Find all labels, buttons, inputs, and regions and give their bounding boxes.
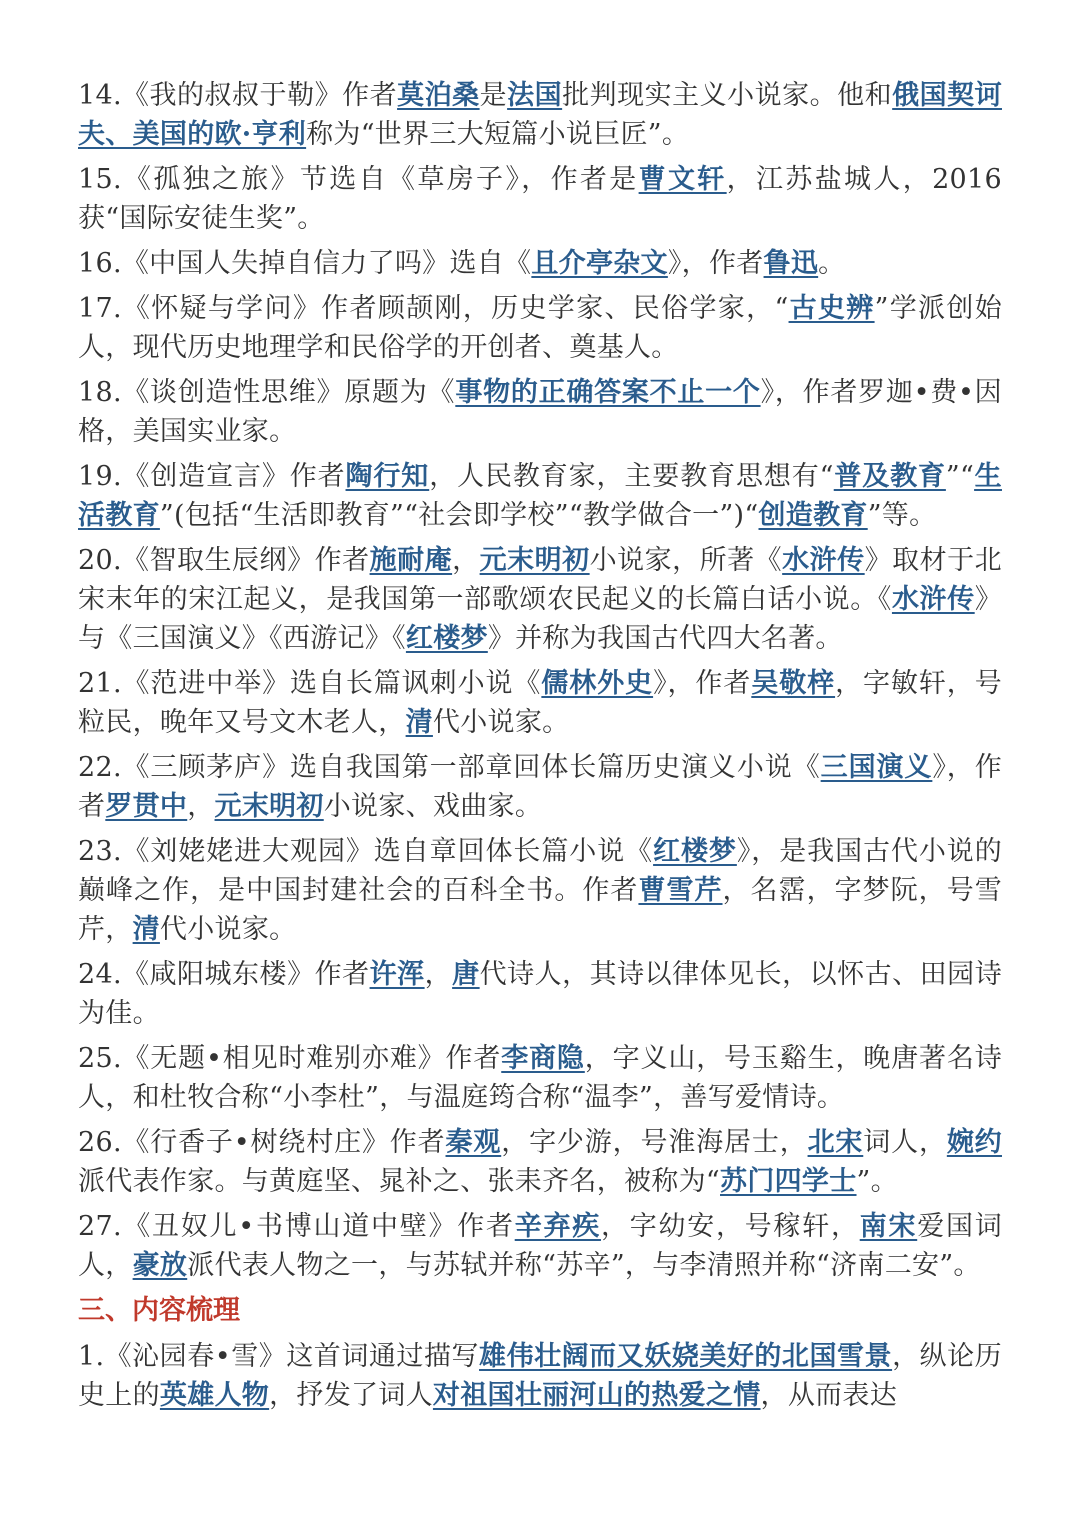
text-segment: 词人，	[863, 1127, 947, 1158]
text-segment: 26.《行香子•树绕村庄》作者	[78, 1127, 446, 1158]
section-title: 三、内容梳理	[78, 1295, 240, 1326]
text-segment: 20.《智取生辰纲》作者	[78, 545, 370, 576]
highlighted-keyword: 吴敬梓	[751, 668, 836, 699]
text-segment: 15.《孤独之旅》节选自《草房子》，作者是	[78, 164, 639, 195]
text-segment: ，纵论历史上的	[78, 1341, 1002, 1411]
text-segment: 14.《我的叔叔于勒》作者	[78, 80, 398, 111]
text-segment: 》，作者	[653, 668, 752, 699]
highlighted-keyword: 儒林外史	[541, 668, 654, 699]
highlighted-keyword: 施耐庵	[369, 545, 453, 576]
text-segment: 16.《中国人失掉自信力了吗》选自《	[78, 248, 532, 279]
highlighted-keyword: 三国演义	[820, 752, 933, 783]
highlighted-keyword: 创造教育	[758, 500, 868, 531]
text-segment: ，	[187, 791, 215, 822]
text-segment: ”(包括“生活即教育”“社会即学校”“教学做合一”)“	[159, 500, 759, 531]
text-segment: ，从而表达	[760, 1380, 898, 1411]
highlighted-keyword: 南宋	[859, 1211, 918, 1242]
text-segment: ”“	[945, 461, 975, 492]
highlighted-keyword: 元末明初	[479, 545, 590, 576]
text-segment: 》，作者	[667, 248, 764, 279]
text-segment: 》与《三国演义》《西游记》《	[78, 584, 1002, 654]
text-segment: 22.《三顾茅庐》选自我国第一部章回体长篇历史演义小说《	[78, 752, 821, 783]
highlighted-keyword: 红楼梦	[405, 623, 488, 654]
highlighted-keyword: 事物的正确答案不止一个	[455, 377, 761, 408]
text-segment: 》并称为我国古代四大名著。	[487, 623, 843, 654]
highlighted-keyword: 秦观	[445, 1127, 502, 1158]
text-segment: 23.《刘姥姥进大观园》选自章回体长篇小说《	[78, 836, 654, 867]
text-segment: 17.《怀疑与学问》作者顾颉刚，历史学家、民俗学家，“	[78, 293, 789, 324]
highlighted-keyword: 苏门四学士	[720, 1166, 857, 1197]
text-segment: ，字义山，号玉谿生，晚唐著名诗人，和杜牧合称“小李杜”，与温庭筠合称“温李”，善写爱情诗。	[78, 1043, 1003, 1113]
highlighted-keyword: 古史辨	[788, 293, 875, 324]
text-segment: 19.《创造宣言》作者	[78, 461, 346, 492]
item-18	[78, 373, 1002, 451]
text-segment: ，抒发了词人	[269, 1380, 433, 1411]
text-segment: 代诗人，其诗以律体见长，以怀古、田园诗为佳。	[78, 959, 1002, 1029]
text-segment: 派代表人物之一，与苏轼并称“苏辛”，与李清照并称“济南二安”。	[187, 1250, 981, 1281]
highlighted-keyword: 普及教育	[833, 461, 946, 492]
text-segment: 27.《丑奴儿•书博山道中壁》作者	[78, 1211, 515, 1242]
highlighted-keyword: 生活教育	[78, 461, 1002, 531]
highlighted-keyword: 清	[405, 707, 433, 738]
text-segment: ，名霑，字梦阮，号雪芹，	[78, 875, 1003, 945]
text-segment: ，	[424, 959, 453, 990]
text-segment: ，	[452, 545, 480, 576]
text-segment: ”学派创始人，现代历史地理学和民俗学的开创者、奠基人。	[78, 293, 1002, 363]
item-21	[78, 664, 1002, 742]
highlighted-keyword: 曹雪芹	[638, 875, 723, 906]
text-segment: 是	[479, 80, 508, 111]
text-segment: 爱国词人，	[78, 1211, 1003, 1281]
highlighted-keyword: 鲁迅	[763, 248, 819, 279]
text-segment: 小说家、戏曲家。	[323, 791, 543, 822]
item-27	[78, 1207, 1002, 1285]
author-list	[78, 76, 1002, 1285]
text-segment: 》，作者罗迦•费•因格，美国实业家。	[78, 377, 1002, 447]
highlighted-keyword: 红楼梦	[653, 836, 737, 867]
text-segment: 批判现实主义小说家。他和	[562, 80, 893, 111]
text-segment: 》，作者	[78, 752, 1003, 822]
text-segment: ，字敏轩，号粒民，晚年又号文木老人，	[78, 668, 1003, 738]
highlighted-keyword: 许浑	[369, 959, 425, 990]
highlighted-keyword: 水浒传	[891, 584, 975, 615]
highlighted-keyword: 法国	[507, 80, 563, 111]
highlighted-keyword: 陶行知	[345, 461, 430, 492]
highlighted-keyword: 对祖国壮丽河山的热爱之情	[432, 1380, 761, 1411]
text-segment: 称为“世界三大短篇小说巨匠”。	[306, 119, 690, 150]
highlighted-keyword: 水浒传	[782, 545, 865, 576]
text-segment: ”等。	[867, 500, 937, 531]
highlighted-keyword: 罗贯中	[105, 791, 188, 822]
highlighted-keyword: 李商隐	[501, 1043, 585, 1074]
item-19	[78, 457, 1002, 535]
text-segment: 1.《沁园春•雪》这首词通过描写	[78, 1341, 480, 1372]
content-list	[78, 1337, 1002, 1415]
text-segment: 代小说家。	[432, 707, 570, 738]
highlighted-keyword: 俄国契诃夫、美国的欧·亨利	[78, 80, 1002, 150]
text-segment: 24.《咸阳城东楼》作者	[78, 959, 370, 990]
item-16	[78, 244, 1002, 283]
text-segment: ，江苏盐城人，2016 获“国际安徒生奖”。	[78, 164, 1002, 234]
item-14	[78, 76, 1002, 154]
highlighted-keyword: 元末明初	[214, 791, 324, 822]
text-segment: 》，是我国古代小说的巅峰之作，是中国封建社会的百科全书。作者	[78, 836, 1002, 906]
highlighted-keyword: 婉约	[946, 1127, 1002, 1158]
text-segment: 21.《范进中举》选自长篇讽刺小说《	[78, 668, 542, 699]
item-22	[78, 748, 1002, 826]
text-segment: 。	[818, 248, 846, 279]
highlighted-keyword: 辛弃疾	[514, 1211, 601, 1242]
highlighted-keyword: 莫泊桑	[397, 80, 480, 111]
item-24	[78, 955, 1002, 1033]
highlighted-keyword: 唐	[452, 959, 480, 990]
text-segment: ，字幼安，号稼轩，	[600, 1211, 860, 1242]
highlighted-keyword: 曹文轩	[638, 164, 727, 195]
text-segment: ”。	[856, 1166, 898, 1197]
text-segment: 25.《无题•相见时难别亦难》作者	[78, 1043, 502, 1074]
text-segment: ，字少游，号淮海居士，	[501, 1127, 808, 1158]
text-segment: 》取材于北宋末年的宋江起义，是我国第一部歌颂农民起义的长篇白话小说。《	[78, 545, 1002, 615]
item-20	[78, 541, 1002, 658]
item-26	[78, 1123, 1002, 1201]
highlighted-keyword: 豪放	[132, 1250, 188, 1281]
content-item-1	[78, 1337, 1002, 1415]
item-23	[78, 832, 1002, 949]
text-segment: ，人民教育家，主要教育思想有“	[429, 461, 834, 492]
highlighted-keyword: 雄伟壮阔而又妖娆美好的北国雪景	[479, 1341, 893, 1372]
item-15	[78, 160, 1002, 238]
item-17	[78, 289, 1002, 367]
text-segment: 18.《谈创造性思维》原题为《	[78, 377, 456, 408]
highlighted-keyword: 北宋	[807, 1127, 864, 1158]
text-segment: 小说家，所著《	[589, 545, 783, 576]
item-25	[78, 1039, 1002, 1117]
text-segment: 派代表作家。与黄庭坚、晁补之、张耒齐名，被称为“	[78, 1166, 721, 1197]
highlighted-keyword: 清	[132, 914, 160, 945]
highlighted-keyword: 且介亭杂文	[531, 248, 668, 279]
highlighted-keyword: 英雄人物	[159, 1380, 270, 1411]
text-segment: 代小说家。	[159, 914, 297, 945]
